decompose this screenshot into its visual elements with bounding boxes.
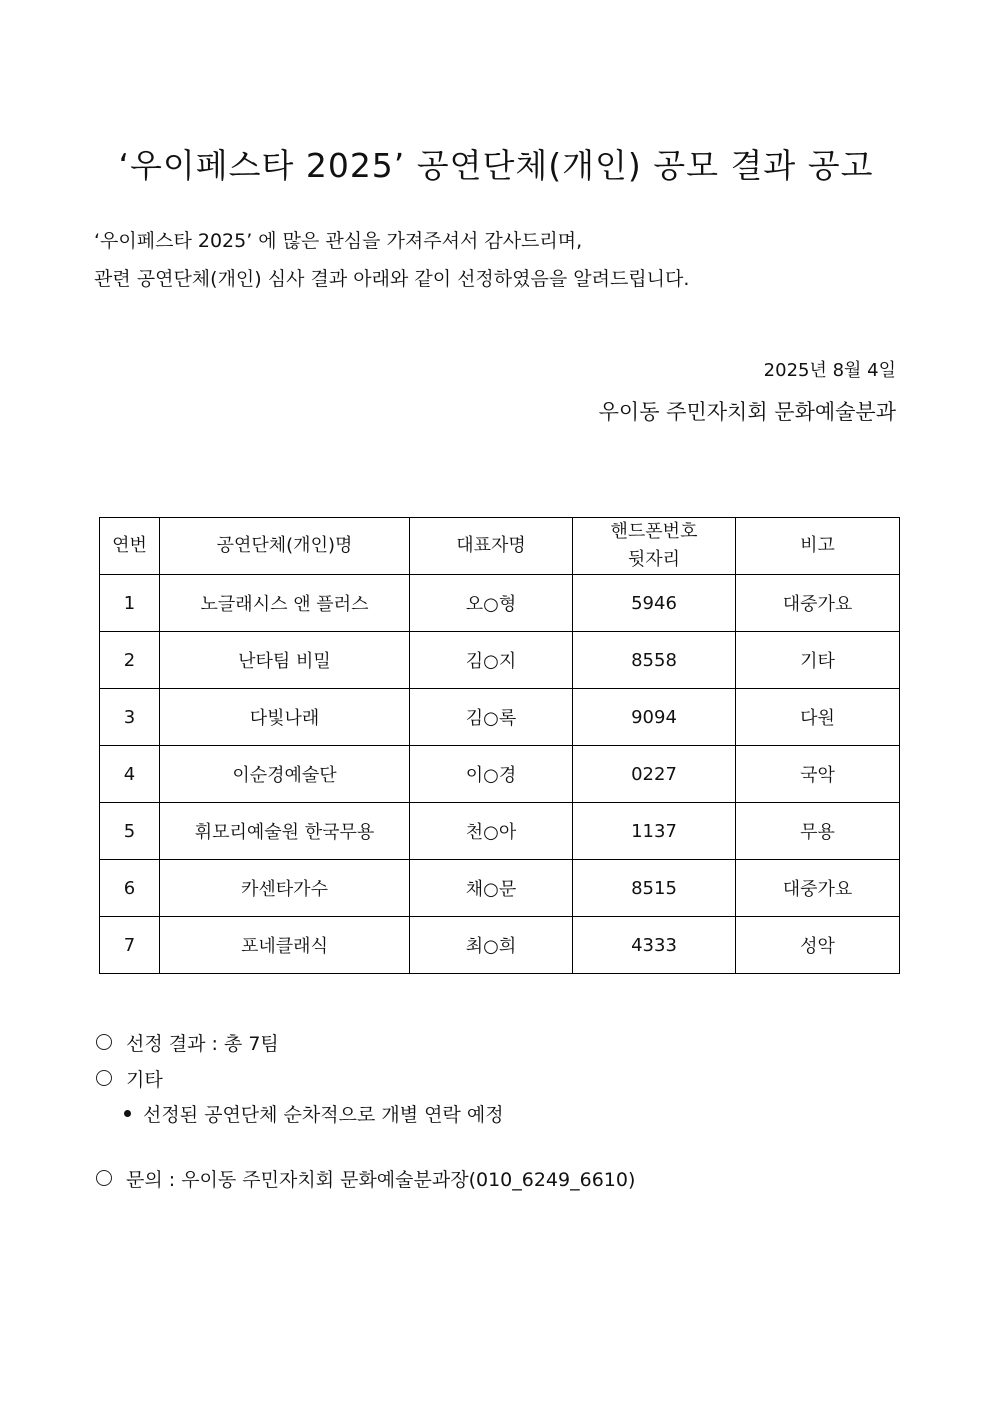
table-row — [100, 632, 900, 689]
page-title: ‘우이페스타 2025’ 공연단체(개인) 공모 결과 공고 — [118, 146, 874, 185]
circle-icon — [96, 1070, 112, 1086]
cell-phone: 9094 — [573, 689, 736, 746]
table-row — [100, 860, 900, 917]
announcement-date: 2025년 8월 4일 — [763, 360, 896, 381]
cell-note: 다원 — [736, 689, 900, 746]
circle-icon — [96, 1170, 112, 1186]
cell-representative: 김○지 — [410, 632, 573, 689]
cell-name: 난타팀 비밀 — [160, 632, 410, 689]
cell-no: 3 — [100, 689, 160, 746]
table-row — [100, 746, 900, 803]
cell-representative: 김○록 — [410, 689, 573, 746]
cell-note: 대중가요 — [736, 860, 900, 917]
note-other-detail — [94, 1096, 635, 1130]
header-note: 비고 — [736, 518, 900, 575]
header-phone — [573, 518, 736, 575]
cell-no: 6 — [100, 860, 160, 917]
cell-note: 무용 — [736, 803, 900, 860]
intro-line-2: 관련 공연단체(개인) 심사 결과 아래와 같이 선정하였음을 알려드립니다. — [94, 268, 690, 290]
header-phone-line1: 핸드폰번호 — [610, 521, 698, 542]
cell-representative: 오○형 — [410, 575, 573, 632]
notes-section — [94, 1024, 635, 1196]
cell-representative: 이○경 — [410, 746, 573, 803]
cell-name: 다빛나래 — [160, 689, 410, 746]
intro-text — [94, 222, 689, 298]
note-other-text: 기타 — [126, 1068, 163, 1091]
note-contact — [94, 1160, 635, 1196]
cell-no: 1 — [100, 575, 160, 632]
cell-note: 성악 — [736, 917, 900, 974]
cell-name: 휘모리예술원 한국무용 — [160, 803, 410, 860]
cell-no: 4 — [100, 746, 160, 803]
cell-no: 7 — [100, 917, 160, 974]
cell-no: 5 — [100, 803, 160, 860]
cell-phone: 8558 — [573, 632, 736, 689]
note-result-text: 선정 결과 : 총 7팀 — [126, 1032, 279, 1055]
header-name: 공연단체(개인)명 — [160, 518, 410, 575]
circle-icon — [96, 1034, 112, 1050]
cell-phone: 5946 — [573, 575, 736, 632]
cell-phone: 8515 — [573, 860, 736, 917]
cell-phone: 1137 — [573, 803, 736, 860]
cell-name: 노글래시스 앤 플러스 — [160, 575, 410, 632]
header-no: 연번 — [100, 518, 160, 575]
cell-phone: 4333 — [573, 917, 736, 974]
cell-name: 포네클래식 — [160, 917, 410, 974]
results-table — [99, 517, 900, 974]
table-row — [100, 689, 900, 746]
header-phone-line2: 뒷자리 — [627, 549, 681, 570]
cell-phone: 0227 — [573, 746, 736, 803]
note-other-detail-text: 선정된 공연단체 순차적으로 개별 연락 예정 — [143, 1103, 504, 1126]
note-other — [94, 1060, 635, 1096]
cell-representative: 최○희 — [410, 917, 573, 974]
cell-note: 국악 — [736, 746, 900, 803]
table-row — [100, 803, 900, 860]
table-row — [100, 575, 900, 632]
cell-note: 기타 — [736, 632, 900, 689]
cell-representative: 천○아 — [410, 803, 573, 860]
cell-note: 대중가요 — [736, 575, 900, 632]
note-contact-text: 문의 : 우이동 주민자치회 문화예술분과장(010_6249_6610) — [126, 1168, 636, 1191]
table-header-row — [100, 518, 900, 575]
cell-representative: 채○문 — [410, 860, 573, 917]
cell-name: 카센타가수 — [160, 860, 410, 917]
cell-no: 2 — [100, 632, 160, 689]
note-result — [94, 1024, 635, 1060]
cell-name: 이순경예술단 — [160, 746, 410, 803]
intro-line-1: ‘우이페스타 2025’ 에 많은 관심을 가져주셔서 감사드리며, — [94, 230, 583, 252]
header-representative: 대표자명 — [410, 518, 573, 575]
table-row — [100, 917, 900, 974]
organization-name: 우이동 주민자치회 문화예술분과 — [598, 400, 896, 424]
bullet-icon — [124, 1110, 131, 1117]
